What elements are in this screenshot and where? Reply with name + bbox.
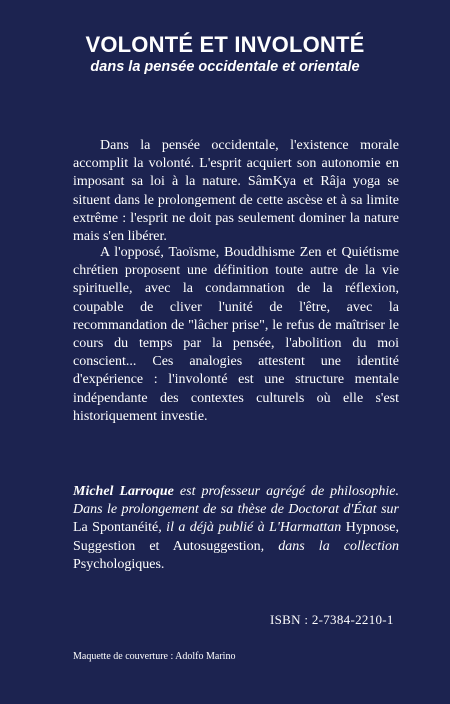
bio-text-1: est professeur agrégé de philosophie. Dans le prolongement de sa thèse de Doctorat d'État sur bbox=[73, 484, 399, 518]
cover-credit: Maquette de couverture : Adolfo Marino bbox=[73, 651, 236, 662]
bio-work-2: Hypnose, Suggestion et Autosuggestion bbox=[73, 520, 399, 554]
book-title: VOLONTÉ ET INVOLONTÉ bbox=[85, 32, 365, 57]
author-bio bbox=[73, 483, 399, 574]
bio-text-4: . bbox=[160, 556, 165, 572]
bio-text-2: , il a déjà publié à L'Harmattan bbox=[158, 520, 346, 536]
author-name: Michel Larroque bbox=[73, 484, 174, 499]
summary-paragraph-1: Dans la pensée occidentale, l'existence morale accomplit la volonté. L'esprit acquiert son autonomie en imposant sa loi à la nature. SâmKya et Râja yoga se situent dans le prolongement de cette ascèse et à sa limite extrême : l'esprit ne doit pas seulement dominer la nature mais s'en libérer. bbox=[73, 138, 399, 245]
book-subtitle: dans la pensée occidentale et orientale bbox=[90, 59, 360, 75]
bio-work-1: La Spontanéité bbox=[73, 520, 159, 536]
isbn: ISBN : 2-7384-2210-1 bbox=[270, 612, 394, 627]
summary-paragraph-2: A l'opposé, Taoïsme, Bouddhisme Zen et Quiétisme chrétien proposent une définition toute autre de la vie spirituelle, avec la condamnation de la réflexion, coupable de cliver l'unité de l'être, avec la recommandation de "lâcher prise", le refus de maîtriser le cours du temps par la pensée, l'abolition du moi conscient... Ces analogies attestent une identité d'expérience : l'involonté est une structure mentale indépendante des contextes culturels où elle s'est historiquement investie. bbox=[73, 245, 399, 424]
bio-work-3: Psychologiques bbox=[73, 556, 161, 572]
bio-text-3: , dans la collection bbox=[260, 538, 399, 554]
